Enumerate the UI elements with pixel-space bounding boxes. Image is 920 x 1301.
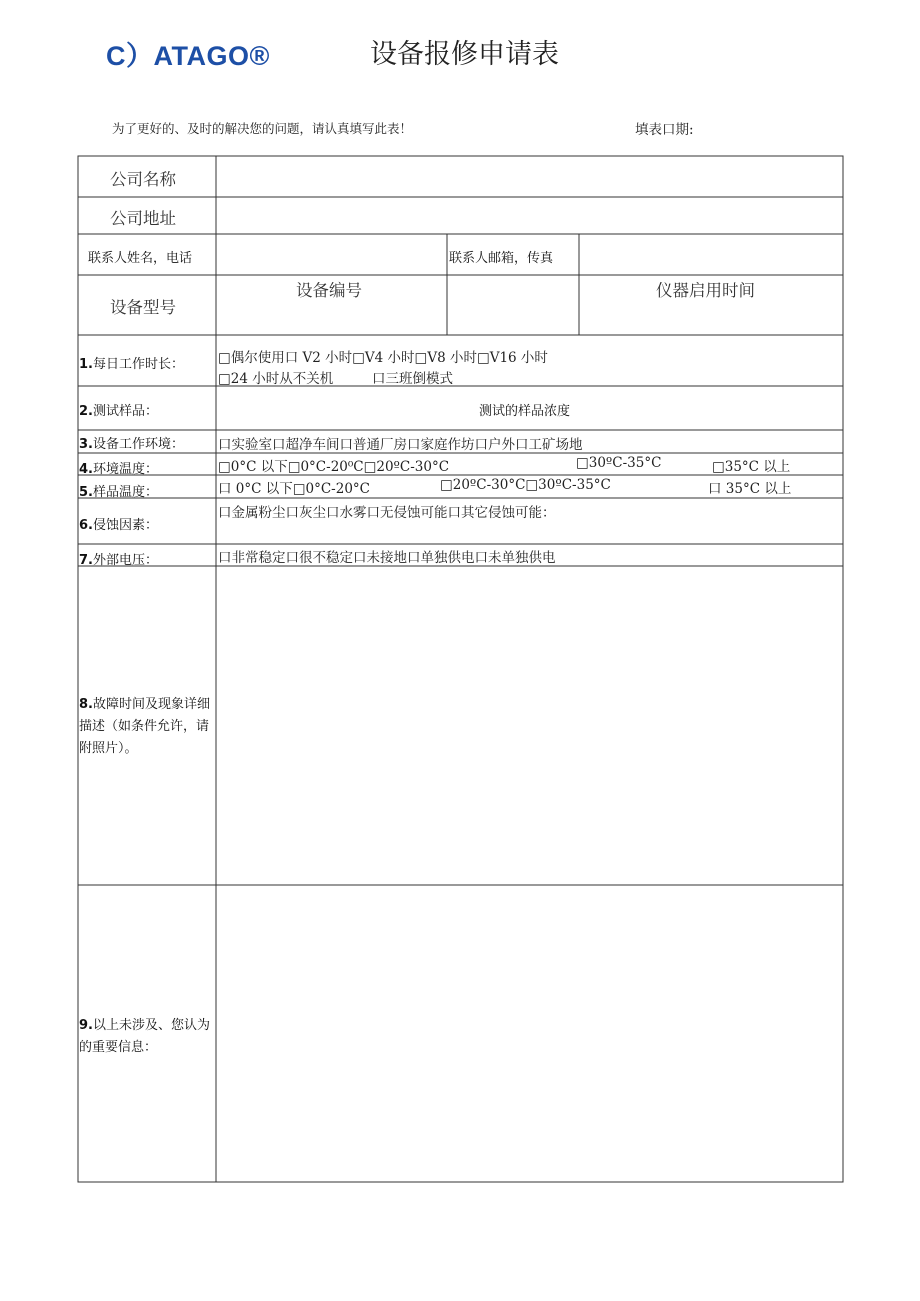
q4-options-a[interactable]: □0°C 以下□0°C-20⁰C□20ºC-30°C: [218, 459, 450, 475]
contact-email-fax-field[interactable]: [580, 235, 842, 274]
q1-options-line2b[interactable]: 口三班倒模式: [372, 371, 453, 387]
company-address-field[interactable]: [217, 198, 842, 233]
contact-email-fax-label: 联系人邮箱，传真: [449, 251, 554, 266]
q5-options-a[interactable]: 口 0°C 以下□0°C-20°C: [218, 481, 370, 497]
q3-options[interactable]: 口实验室口超净车间口普通厂房口家庭作坊口户外口工矿场地: [218, 437, 583, 453]
q5-options-b[interactable]: □20ºC-30°C□30ºC-35°C: [440, 477, 611, 493]
q1-options-line1[interactable]: □偶尔使用口 V2 小时□V4 小时□V8 小时□V16 小时: [218, 350, 548, 366]
q1-label: 1.每日工作时长：: [79, 357, 184, 372]
q7-options[interactable]: 口非常稳定口很不稳定口未接地口单独供电口未单独供电: [218, 550, 556, 566]
contact-name-phone-label: 联系人姓名，电话: [88, 251, 193, 266]
q4-options-b[interactable]: □30ºC-35°C: [576, 455, 662, 471]
page-title: 设备报修申请表: [370, 39, 559, 70]
fill-date-label: 填表口期:: [635, 122, 694, 138]
device-number-label: 设备编号: [296, 281, 362, 300]
q1-options-line2[interactable]: □24 小时从不关机: [218, 371, 334, 387]
q5-label: 5.样品温度：: [79, 485, 158, 500]
q6-options[interactable]: 口金属粉尘口灰尘口水雾口无侵蚀可能口其它侵蚀可能：: [218, 505, 556, 521]
q2-label: 2.测试样品：: [79, 404, 158, 419]
q8-description-field[interactable]: [217, 567, 842, 884]
q6-label: 6.侵蚀因素：: [79, 518, 158, 533]
intro-text: 为了更好的、及时的解决您的问题，请认真填写此表！: [112, 121, 413, 136]
company-name-field[interactable]: [217, 157, 842, 196]
q2-sample-concentration[interactable]: 测试的样品浓度: [479, 404, 571, 419]
company-name-label: 公司名称: [110, 170, 176, 189]
device-model-label: 设备型号: [110, 298, 176, 317]
q5-options-c[interactable]: 口 35°C 以上: [708, 481, 792, 497]
q8-label: 8.故障时间及现象详细描述（如条件允许，请附照片）。: [79, 697, 210, 756]
q3-label: 3.设备工作环境：: [79, 437, 184, 452]
q9-additional-info-field[interactable]: [217, 886, 842, 1181]
q4-options-c[interactable]: □35°C 以上: [712, 459, 791, 475]
q4-label: 4.环境温度：: [79, 462, 158, 477]
q7-label: 7.外部电压：: [79, 553, 158, 568]
start-time-label: 仪器启用时间: [656, 281, 755, 300]
q9-label: 9.以上未涉及、您认为的重要信息：: [79, 1018, 210, 1055]
contact-name-phone-field[interactable]: [217, 235, 446, 274]
company-address-label: 公司地址: [110, 209, 176, 228]
device-number-field[interactable]: [448, 276, 578, 334]
atago-logo: C）ATAGO®: [106, 41, 270, 71]
